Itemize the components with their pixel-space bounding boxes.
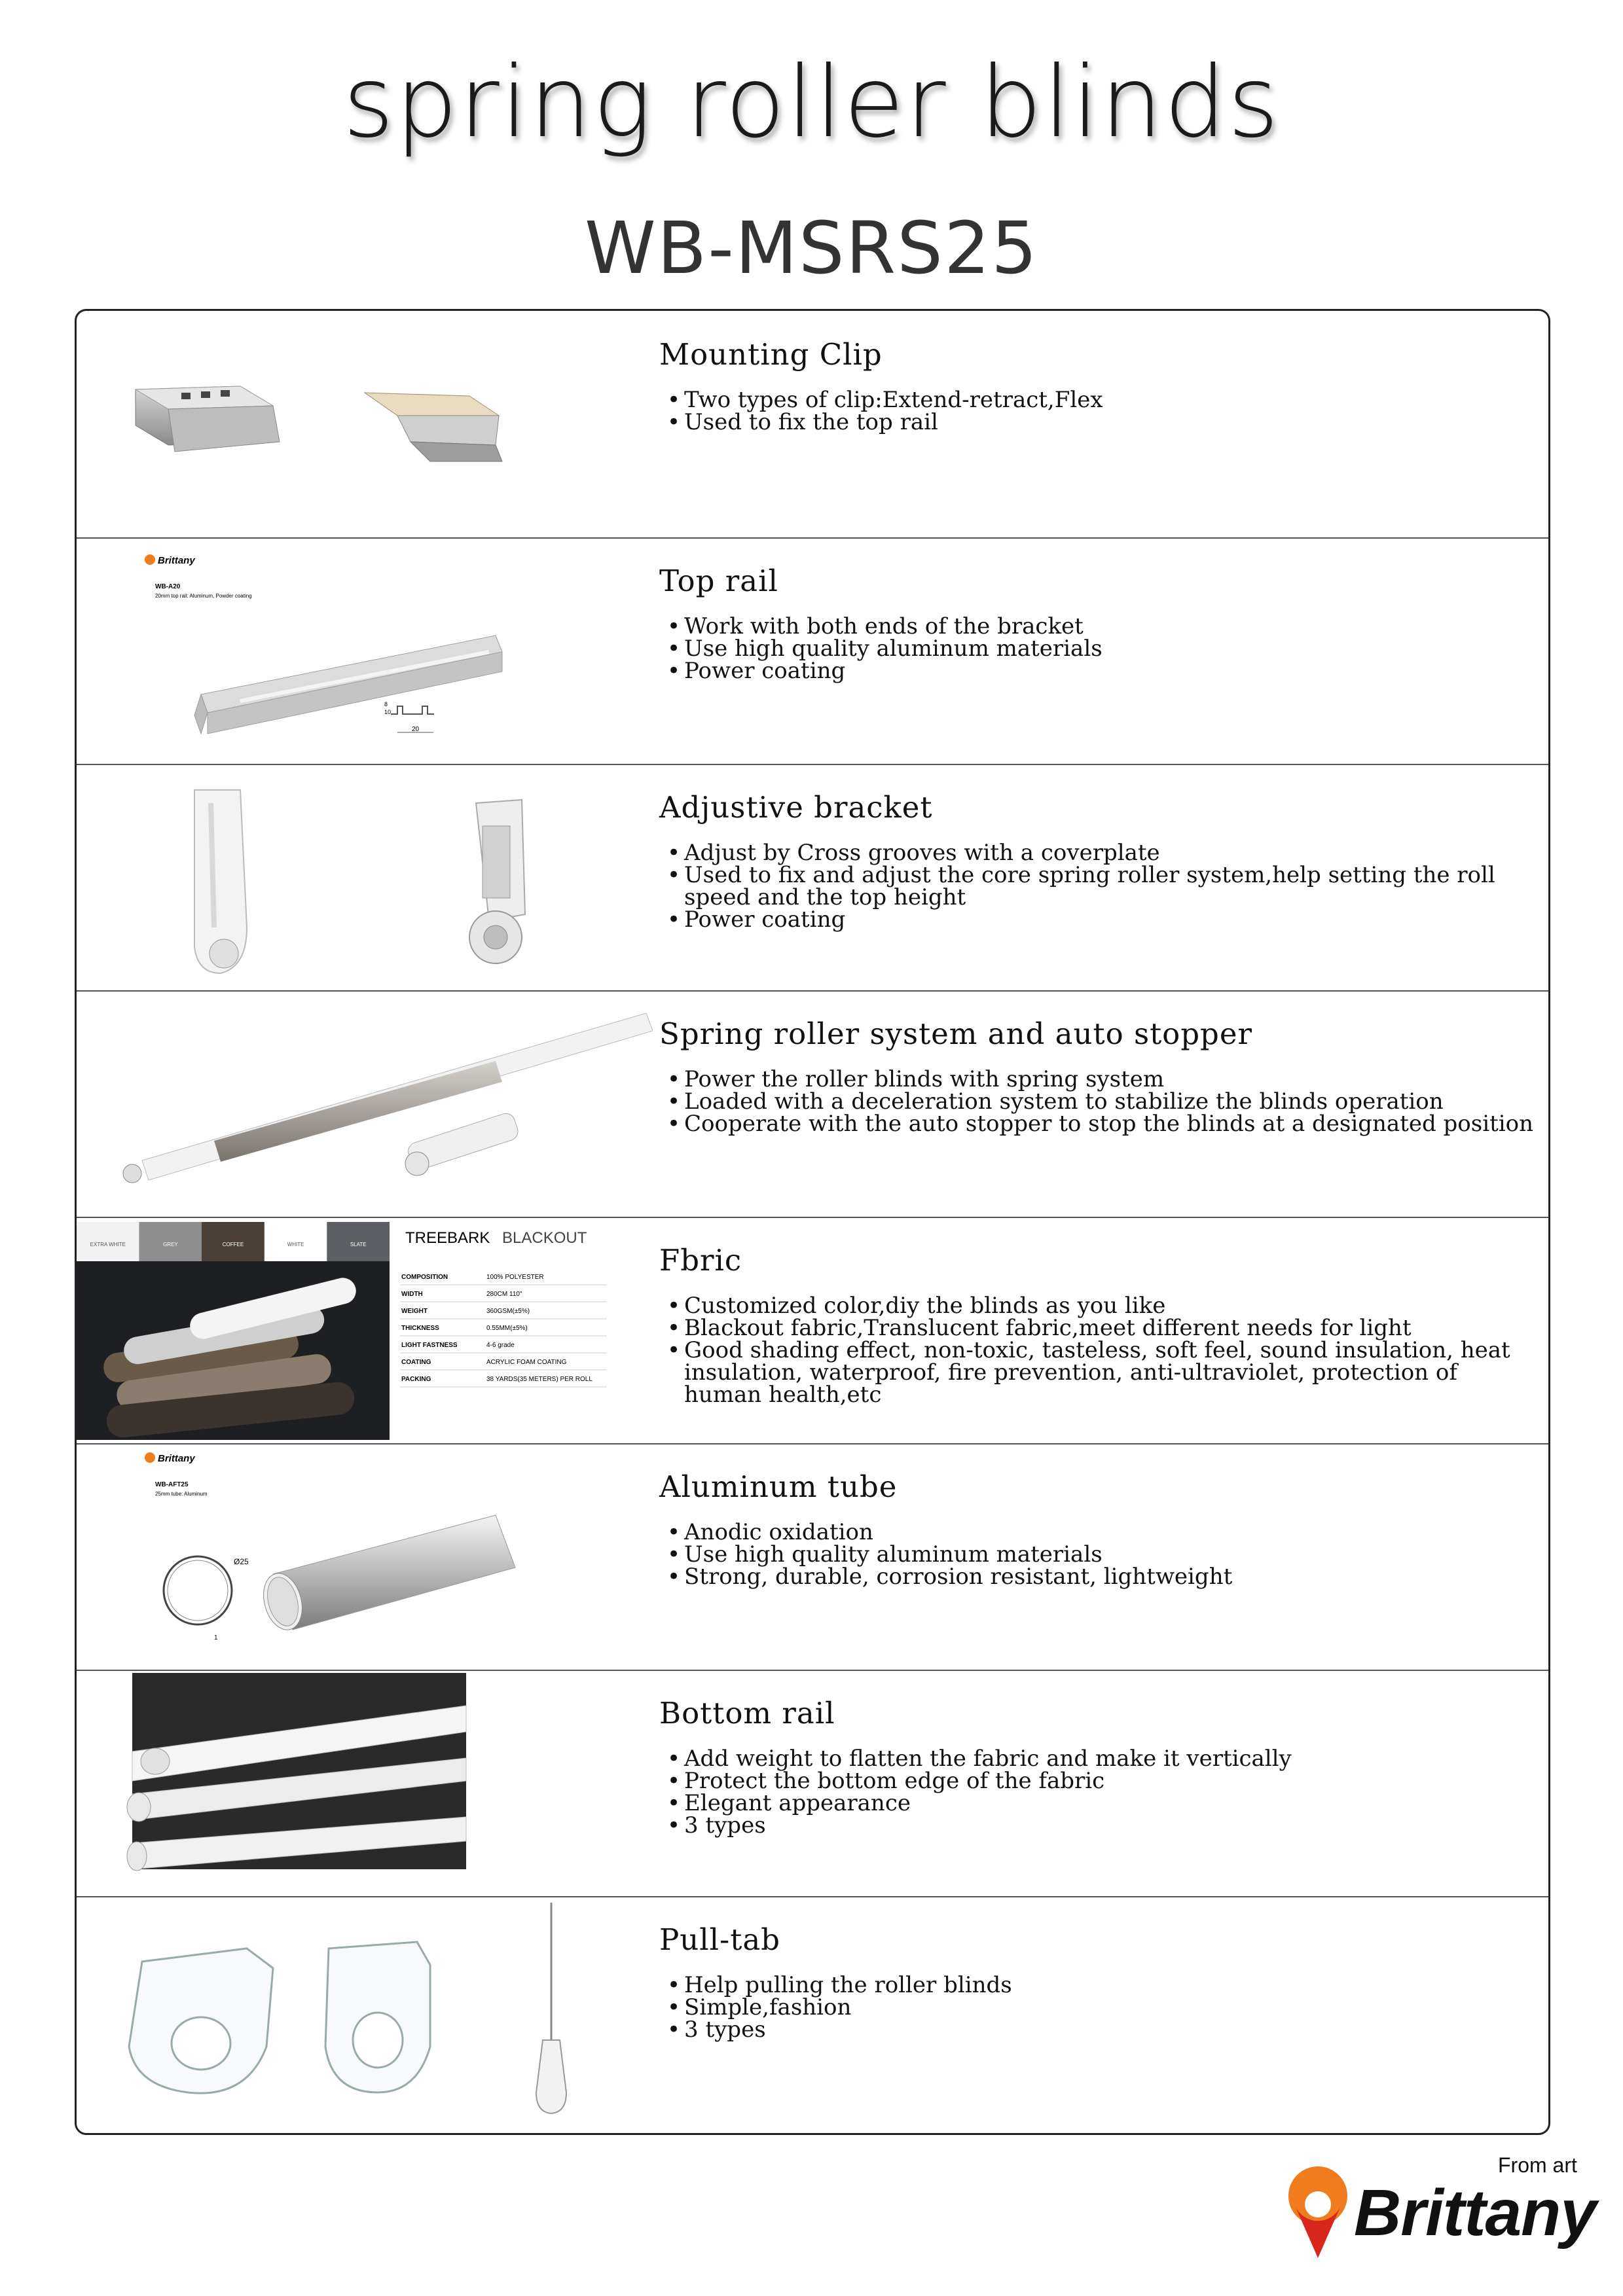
spec-value: 100% POLYESTER <box>486 1274 544 1281</box>
swatch-label: EXTRA WHITE <box>90 1242 126 1247</box>
bullet: • Anodic oxidation <box>659 1521 1537 1543</box>
image-brand: Brittany <box>158 1453 195 1464</box>
image-caption: 20mm top rail: Aluminum, Powder coating <box>155 593 252 599</box>
image-code: WB-A20 <box>155 583 181 590</box>
section-heading: Top rail <box>659 564 778 598</box>
spec-value: 280CM 110" <box>486 1291 522 1298</box>
dim-height: 10 <box>384 709 392 715</box>
aluminum-tube-image <box>77 1443 653 1670</box>
spec-key: COMPOSITION <box>401 1274 448 1281</box>
spec-title-bold: TREEBARK <box>405 1229 490 1247</box>
dim-thickness: 1 <box>214 1634 218 1641</box>
mounting-clip-image <box>77 311 653 537</box>
row-bottom-rail <box>77 1670 1548 1897</box>
bullet: • Used to fix the top rail <box>659 411 1537 433</box>
color-swatches <box>77 1222 390 1261</box>
bullet: • Add weight to flatten the fabric and make it vertically <box>659 1748 1537 1770</box>
spec-value: 4-6 grade <box>486 1342 515 1349</box>
spec-key: PACKING <box>401 1376 431 1383</box>
dim-small: 8 <box>384 701 388 708</box>
bracket-image <box>77 764 653 990</box>
bullet: • Power coating <box>659 908 1537 931</box>
bullet: • Adjust by Cross grooves with a coverplate <box>659 842 1537 864</box>
spec-key: THICKNESS <box>401 1325 439 1332</box>
spec-table <box>75 309 1550 2135</box>
row-top-rail <box>77 537 1548 765</box>
section-heading: Spring roller system and auto stopper <box>659 1016 1252 1051</box>
row-fabric <box>77 1217 1548 1444</box>
page-title: spring roller blinds <box>342 46 1281 160</box>
row-adjustive-bracket <box>77 764 1548 992</box>
bottom-rail-image <box>77 1670 653 1896</box>
section-heading: Mounting Clip <box>659 337 883 372</box>
spec-title-rest: BLACKOUT <box>502 1229 587 1247</box>
bullet: • Power the roller blinds with spring system <box>659 1068 1537 1090</box>
section-heading: Pull-tab <box>659 1922 780 1957</box>
spec-value: 38 YARDS(35 METERS) PER ROLL <box>486 1376 593 1383</box>
spec-value: 360GSM(±5%) <box>486 1308 530 1315</box>
dim-width: 20 <box>412 726 420 733</box>
row-spring-roller <box>77 990 1548 1218</box>
spec-value: 0.55MM(±5%) <box>486 1325 528 1332</box>
bullet: • Good shading effect, non-toxic, tasteless, soft feel, sound insulation, heat insulation, waterproof, fire prevention, anti-ultraviolet, protection of human health,etc <box>659 1339 1537 1406</box>
bullet: • 3 types <box>659 2018 1537 2041</box>
brittany-logo-icon <box>145 554 155 565</box>
section-heading: Bottom rail <box>659 1696 835 1731</box>
bullet: • Elegant appearance <box>659 1792 1537 1814</box>
bullet: • Blackout fabric,Translucent fabric,meet different needs for light <box>659 1317 1537 1339</box>
section-heading: Aluminum tube <box>659 1469 898 1504</box>
bullet: • Help pulling the roller blinds <box>659 1974 1537 1996</box>
fabric-spec-table <box>400 1274 607 1387</box>
row-pull-tab <box>77 1896 1548 2123</box>
image-code: WB-AFT25 <box>155 1481 189 1488</box>
swatch-label: SLATE <box>350 1242 367 1247</box>
row-aluminum-tube <box>77 1443 1548 1671</box>
top-rail-image <box>77 537 653 764</box>
bullet: • Use high quality aluminum materials <box>659 1543 1537 1566</box>
bullet: • Power coating <box>659 660 1537 682</box>
spec-key: WIDTH <box>401 1291 423 1298</box>
brand-name: Brittany <box>1354 2176 1596 2250</box>
swatch-label: COFFEE <box>222 1242 244 1247</box>
fabric-image <box>77 1217 653 1443</box>
dim-diameter: Ø25 <box>234 1557 249 1566</box>
swatch-label: GREY <box>163 1242 178 1247</box>
bullet: • 3 types <box>659 1814 1537 1837</box>
bullet: • Work with both ends of the bracket <box>659 615 1537 637</box>
bullet: • Use high quality aluminum materials <box>659 637 1537 660</box>
bullet: • Loaded with a deceleration system to stabilize the blinds operation <box>659 1090 1537 1113</box>
bullet: • Strong, durable, corrosion resistant, lightweight <box>659 1566 1537 1588</box>
bullet: • Two types of clip:Extend-retract,Flex <box>659 389 1537 411</box>
brand-logo <box>1282 2153 1596 2265</box>
image-brand: Brittany <box>158 555 195 566</box>
spec-value: ACRYLIC FOAM COATING <box>486 1359 567 1366</box>
section-heading: Fbric <box>659 1243 742 1278</box>
spec-key: LIGHT FASTNESS <box>401 1342 458 1349</box>
swatch-label: WHITE <box>287 1242 304 1247</box>
bullet: • Protect the bottom edge of the fabric <box>659 1770 1537 1792</box>
image-caption: 25mm tube: Aluminum <box>155 1491 208 1497</box>
bullet: • Simple,fashion <box>659 1996 1537 2018</box>
model-number: WB-MSRS25 <box>585 206 1038 290</box>
spec-key: WEIGHT <box>401 1308 428 1315</box>
spec-key: COATING <box>401 1359 431 1366</box>
spring-roller-image <box>77 990 653 1217</box>
brittany-logo-icon <box>145 1452 155 1463</box>
from-art-text: From art <box>1498 2153 1577 2177</box>
row-mounting-clip <box>77 311 1548 539</box>
bullet: • Cooperate with the auto stopper to stop the blinds at a designated position <box>659 1113 1537 1135</box>
section-heading: Adjustive bracket <box>659 790 933 825</box>
bullet: • Used to fix and adjust the core spring roller system,help setting the roll speed and the top height <box>659 864 1537 908</box>
brittany-pin-icon <box>1282 2160 1354 2271</box>
pull-tab-image <box>77 1896 653 2123</box>
bullet: • Customized color,diy the blinds as you like <box>659 1295 1537 1317</box>
